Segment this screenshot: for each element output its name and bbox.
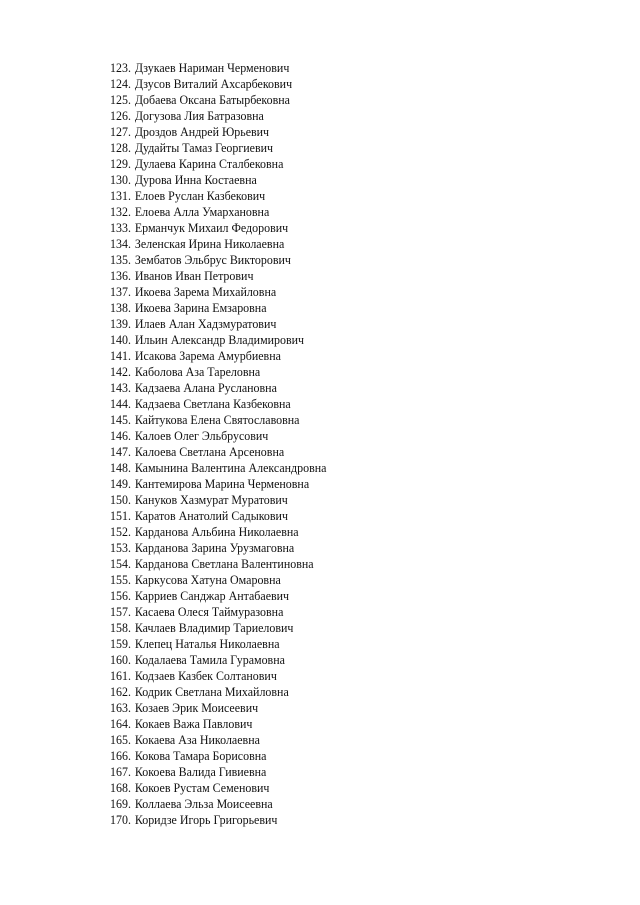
entry-number: 123. <box>110 60 131 75</box>
entry-name: Камынина Валентина Александровна <box>134 460 327 475</box>
entry-name: Калоева Светлана Арсеновна <box>134 444 285 459</box>
list-item <box>110 316 326 332</box>
list-item <box>110 156 326 172</box>
entry-name: Кокоева Валида Гивиевна <box>134 764 267 779</box>
entry-name: Зеленская Ирина Николаевна <box>134 236 285 251</box>
list-item <box>110 300 326 316</box>
list-item <box>110 588 326 604</box>
entry-number: 149. <box>110 476 131 491</box>
entry-number: 162. <box>110 684 131 699</box>
entry-number: 145. <box>110 412 131 427</box>
list-item <box>110 412 326 428</box>
list-item <box>110 700 326 716</box>
list-item <box>110 364 326 380</box>
entry-name: Коллаева Эльза Моисеевна <box>134 796 273 811</box>
list-item <box>110 476 326 492</box>
entry-name: Кодзаев Казбек Солтанович <box>134 668 277 683</box>
entry-number: 139. <box>110 316 131 331</box>
list-item <box>110 348 326 364</box>
entry-name: Елоев Руслан Казбекович <box>134 188 266 203</box>
list-item <box>110 540 326 556</box>
entry-name: Добаева Оксана Батырбековна <box>134 92 290 107</box>
list-item <box>110 668 326 684</box>
entry-name: Исакова Зарема Амурбиевна <box>134 348 281 363</box>
list-item <box>110 492 326 508</box>
entry-number: 136. <box>110 268 131 283</box>
entry-name: Карданова Альбина Николаевна <box>134 524 299 539</box>
entry-number: 125. <box>110 92 131 107</box>
entry-name: Дзусов Виталий Ахсарбекович <box>134 76 293 91</box>
list-item <box>110 284 326 300</box>
entry-number: 153. <box>110 540 131 555</box>
list-item <box>110 508 326 524</box>
entry-number: 154. <box>110 556 131 571</box>
entry-name: Козаев Эрик Моисеевич <box>134 700 259 715</box>
list-item <box>110 124 326 140</box>
entry-name: Илаев Алан Хадзмуратович <box>134 316 277 331</box>
entry-name: Кадзаева Светлана Казбековна <box>134 396 291 411</box>
entry-number: 169. <box>110 796 131 811</box>
list-item <box>110 620 326 636</box>
entry-number: 167. <box>110 764 131 779</box>
entry-name: Кануков Хазмурат Муратович <box>134 492 288 507</box>
entry-number: 132. <box>110 204 131 219</box>
entry-name: Кайтукова Елена Святославовна <box>134 412 300 427</box>
list-item <box>110 268 326 284</box>
entry-name: Карриев Санджар Антабаевич <box>134 588 290 603</box>
entry-number: 170. <box>110 812 131 827</box>
list-item <box>110 332 326 348</box>
list-item <box>110 764 326 780</box>
list-item <box>110 108 326 124</box>
entry-number: 138. <box>110 300 131 315</box>
entry-number: 127. <box>110 124 131 139</box>
entry-name: Калоев Олег Эльбрусович <box>134 428 269 443</box>
entry-number: 165. <box>110 732 131 747</box>
entry-name: Кокаева Аза Николаевна <box>134 732 260 747</box>
list-item <box>110 572 326 588</box>
entry-name: Иванов Иван Петрович <box>134 268 254 283</box>
entry-name: Дурова Инна Костаевна <box>134 172 257 187</box>
list-item <box>110 380 326 396</box>
entry-number: 128. <box>110 140 131 155</box>
list-item <box>110 556 326 572</box>
entry-name: Каркусова Хатуна Омаровна <box>134 572 281 587</box>
entry-name: Качлаев Владимир Тариелович <box>134 620 294 635</box>
list-item <box>110 172 326 188</box>
name-list <box>110 60 345 828</box>
entry-name: Кокаев Важа Павлович <box>134 716 253 731</box>
list-item <box>110 652 326 668</box>
entry-number: 157. <box>110 604 131 619</box>
list-item <box>110 252 326 268</box>
list-item <box>110 716 326 732</box>
entry-name: Кадзаева Алана Руслановна <box>134 380 277 395</box>
list-item <box>110 188 326 204</box>
entry-name: Кокова Тамара Борисовна <box>134 748 267 763</box>
entry-name: Касаева Олеся Таймуразовна <box>134 604 284 619</box>
entry-name: Кодалаева Тамила Гурамовна <box>134 652 285 667</box>
list-item <box>110 748 326 764</box>
list-item <box>110 812 326 828</box>
entry-name: Елоева Алла Умархановна <box>134 204 270 219</box>
list-item <box>110 220 326 236</box>
entry-number: 131. <box>110 188 131 203</box>
entry-number: 130. <box>110 172 131 187</box>
list-item <box>110 732 326 748</box>
list-item <box>110 460 326 476</box>
list-item <box>110 780 326 796</box>
list-item <box>110 796 326 812</box>
entry-number: 129. <box>110 156 131 171</box>
entry-name: Кодрик Светлана Михайловна <box>134 684 289 699</box>
entry-number: 151. <box>110 508 131 523</box>
list-item <box>110 60 326 76</box>
entry-name: Карданова Светлана Валентиновна <box>134 556 314 571</box>
list-item <box>110 76 326 92</box>
entry-name: Дудайты Тамаз Георгиевич <box>134 140 274 155</box>
entry-number: 168. <box>110 780 131 795</box>
list-item <box>110 396 326 412</box>
entry-name: Кантемирова Марина Черменовна <box>134 476 310 491</box>
entry-name: Клепец Наталья Николаевна <box>134 636 280 651</box>
entry-name: Кокоев Рустам Семенович <box>134 780 270 795</box>
entry-number: 164. <box>110 716 131 731</box>
list-item <box>110 444 326 460</box>
list-item <box>110 92 326 108</box>
entry-name: Зембатов Эльбрус Викторович <box>134 252 291 267</box>
entry-name: Икоева Зарина Емзаровна <box>134 300 267 315</box>
entry-number: 147. <box>110 444 131 459</box>
entry-number: 158. <box>110 620 131 635</box>
list-item <box>110 524 326 540</box>
entry-name: Дроздов Андрей Юрьевич <box>134 124 270 139</box>
entry-name: Коридзе Игорь Григорьевич <box>134 812 278 827</box>
entry-number: 146. <box>110 428 131 443</box>
entry-name: Каболова Аза Тареловна <box>134 364 261 379</box>
entry-number: 150. <box>110 492 131 507</box>
entry-name: Догузова Лия Батразовна <box>134 108 264 123</box>
entry-number: 140. <box>110 332 131 347</box>
entry-number: 126. <box>110 108 131 123</box>
entry-number: 135. <box>110 252 131 267</box>
list-item <box>110 428 326 444</box>
entry-number: 160. <box>110 652 131 667</box>
entry-number: 134. <box>110 236 131 251</box>
entry-name: Карданова Зарина Урузмаговна <box>134 540 295 555</box>
entry-number: 148. <box>110 460 131 475</box>
list-item <box>110 636 326 652</box>
entry-name: Ильин Александр Владимирович <box>134 332 305 347</box>
entry-number: 156. <box>110 588 131 603</box>
list-item <box>110 204 326 220</box>
list-item <box>110 140 326 156</box>
entry-name: Каратов Анатолий Садыкович <box>134 508 288 523</box>
entry-number: 152. <box>110 524 131 539</box>
entry-number: 163. <box>110 700 131 715</box>
entry-number: 137. <box>110 284 131 299</box>
entry-number: 143. <box>110 380 131 395</box>
entry-name: Дзукаев Нариман Черменович <box>134 60 290 75</box>
entry-number: 161. <box>110 668 131 683</box>
entry-number: 133. <box>110 220 131 235</box>
list-item <box>110 604 326 620</box>
list-item <box>110 236 326 252</box>
entry-number: 141. <box>110 348 131 363</box>
list-item <box>110 684 326 700</box>
entry-number: 144. <box>110 396 131 411</box>
entry-name: Икоева Зарема Михайловна <box>134 284 277 299</box>
entry-name: Дулаева Карина Сталбековна <box>134 156 284 171</box>
entry-number: 155. <box>110 572 131 587</box>
entry-number: 124. <box>110 76 131 91</box>
entry-number: 142. <box>110 364 131 379</box>
entry-name: Ерманчук Михаил Федорович <box>134 220 289 235</box>
entry-number: 166. <box>110 748 131 763</box>
entry-number: 159. <box>110 636 131 651</box>
